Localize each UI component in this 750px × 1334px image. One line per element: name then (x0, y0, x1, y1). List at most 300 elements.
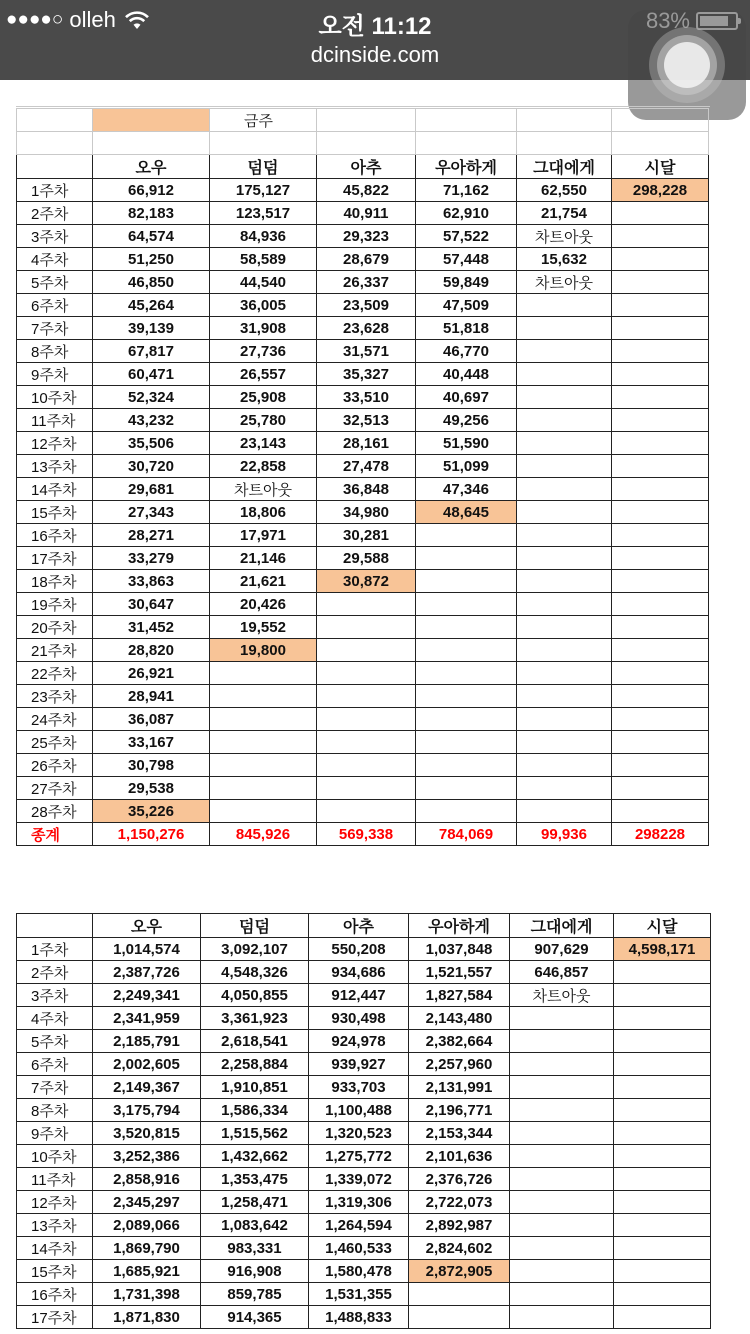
table-row (17, 409, 709, 432)
data-cell: 22,858 (210, 455, 317, 478)
table-row (17, 777, 709, 800)
data-cell: 916,908 (201, 1260, 309, 1283)
table-row (17, 547, 709, 570)
data-cell: 1,100,488 (309, 1099, 409, 1122)
data-cell: 1,827,584 (409, 984, 510, 1007)
table-row (17, 225, 709, 248)
assistive-touch-button[interactable] (628, 10, 746, 120)
data-cell (517, 478, 612, 501)
data-cell (510, 1283, 614, 1306)
data-cell: 924,978 (309, 1030, 409, 1053)
week-label: 23주차 (17, 685, 93, 708)
column-header: 우아하게 (416, 155, 517, 179)
data-cell (612, 409, 709, 432)
data-cell (517, 593, 612, 616)
table-row (17, 1214, 711, 1237)
data-cell (517, 754, 612, 777)
data-cell: 2,341,959 (93, 1007, 201, 1030)
data-cell: 27,478 (317, 455, 416, 478)
data-cell: 1,586,334 (201, 1099, 309, 1122)
table-row (17, 1260, 711, 1283)
data-cell: 33,510 (317, 386, 416, 409)
data-cell: 23,628 (317, 317, 416, 340)
week-label: 12주차 (17, 1191, 93, 1214)
data-cell: 33,279 (93, 547, 210, 570)
data-cell: 27,343 (93, 501, 210, 524)
header-row (17, 914, 711, 938)
data-cell (612, 547, 709, 570)
data-cell: 1,014,574 (93, 938, 201, 961)
table-row (17, 984, 711, 1007)
data-cell (510, 1168, 614, 1191)
data-cell (517, 294, 612, 317)
header-row (17, 155, 709, 179)
data-cell: 40,448 (416, 363, 517, 386)
data-cell (612, 340, 709, 363)
data-cell (612, 271, 709, 294)
data-cell (614, 1168, 711, 1191)
data-cell: 15,632 (517, 248, 612, 271)
week-label: 7주차 (17, 1076, 93, 1099)
data-cell: 3,520,815 (93, 1122, 201, 1145)
data-cell: 550,208 (309, 938, 409, 961)
data-cell: 298,228 (612, 179, 709, 202)
data-cell (210, 800, 317, 823)
data-cell (612, 639, 709, 662)
data-cell (416, 616, 517, 639)
data-cell (614, 1260, 711, 1283)
data-cell: 26,557 (210, 363, 317, 386)
chart-out-cell: 차트아웃 (210, 478, 317, 501)
data-cell (517, 547, 612, 570)
data-cell: 31,571 (317, 340, 416, 363)
table-row (17, 961, 711, 984)
data-cell: 1,320,523 (309, 1122, 409, 1145)
sheet-cell (317, 132, 416, 155)
sheet-cell (612, 132, 709, 155)
data-cell (614, 1283, 711, 1306)
data-cell (612, 800, 709, 823)
week-label: 5주차 (17, 271, 93, 294)
data-cell (510, 1030, 614, 1053)
data-cell: 2,376,726 (409, 1168, 510, 1191)
table-row (17, 1191, 711, 1214)
data-cell: 28,820 (93, 639, 210, 662)
week-label: 9주차 (17, 1122, 93, 1145)
data-cell (517, 708, 612, 731)
data-cell (317, 662, 416, 685)
data-cell: 2,249,341 (93, 984, 201, 1007)
data-cell: 18,806 (210, 501, 317, 524)
table-row (17, 593, 709, 616)
signal-strength-icon: ●●●●○ (6, 9, 64, 30)
week-label: 2주차 (17, 961, 93, 984)
data-cell (517, 409, 612, 432)
table-row (17, 1007, 711, 1030)
data-cell: 36,087 (93, 708, 210, 731)
week-label: 4주차 (17, 248, 93, 271)
data-cell (416, 570, 517, 593)
table-row (17, 294, 709, 317)
data-cell (612, 202, 709, 225)
table-row (17, 708, 709, 731)
table-row (17, 248, 709, 271)
data-cell (510, 1306, 614, 1329)
data-cell (510, 1237, 614, 1260)
data-cell (612, 294, 709, 317)
data-cell (416, 547, 517, 570)
data-cell (612, 478, 709, 501)
data-cell: 2,387,726 (93, 961, 201, 984)
data-cell: 28,679 (317, 248, 416, 271)
cumulative-sales-table (16, 913, 711, 1329)
data-cell (614, 1076, 711, 1099)
data-cell: 2,382,664 (409, 1030, 510, 1053)
week-label: 27주차 (17, 777, 93, 800)
table-row (17, 800, 709, 823)
data-cell: 28,941 (93, 685, 210, 708)
data-cell (612, 731, 709, 754)
week-label: 16주차 (17, 1283, 93, 1306)
data-cell (517, 731, 612, 754)
data-cell (612, 363, 709, 386)
data-cell: 48,645 (416, 501, 517, 524)
week-label: 13주차 (17, 455, 93, 478)
week-label: 4주차 (17, 1007, 93, 1030)
data-cell: 1,731,398 (93, 1283, 201, 1306)
table-row (17, 1122, 711, 1145)
table-row (17, 685, 709, 708)
data-cell: 29,681 (93, 478, 210, 501)
week-label: 8주차 (17, 340, 93, 363)
data-cell: 67,817 (93, 340, 210, 363)
data-cell: 4,598,171 (614, 938, 711, 961)
table-row (17, 202, 709, 225)
data-cell: 2,824,602 (409, 1237, 510, 1260)
data-cell: 983,331 (201, 1237, 309, 1260)
data-cell: 2,858,916 (93, 1168, 201, 1191)
data-cell (614, 1214, 711, 1237)
week-label: 15주차 (17, 501, 93, 524)
table-row (17, 754, 709, 777)
week-label: 1주차 (17, 938, 93, 961)
sheet-cell (612, 109, 709, 132)
data-cell: 40,911 (317, 202, 416, 225)
data-cell (210, 685, 317, 708)
data-cell: 1,258,471 (201, 1191, 309, 1214)
data-cell: 3,092,107 (201, 938, 309, 961)
column-header: 그대에게 (517, 155, 612, 179)
sheet-cell (517, 109, 612, 132)
data-cell: 82,183 (93, 202, 210, 225)
table-row (17, 1053, 711, 1076)
data-cell: 29,538 (93, 777, 210, 800)
sheet-cell (210, 132, 317, 155)
this-week-label: 금주 (210, 109, 317, 132)
week-label: 20주차 (17, 616, 93, 639)
week-label: 6주차 (17, 294, 93, 317)
data-cell: 28,161 (317, 432, 416, 455)
week-label: 8주차 (17, 1099, 93, 1122)
data-cell: 20,426 (210, 593, 317, 616)
total-cell: 569,338 (317, 823, 416, 846)
data-cell: 123,517 (210, 202, 317, 225)
data-cell: 45,822 (317, 179, 416, 202)
data-cell (210, 754, 317, 777)
data-cell: 2,089,066 (93, 1214, 201, 1237)
week-label: 10주차 (17, 1145, 93, 1168)
data-cell: 1,319,306 (309, 1191, 409, 1214)
data-cell (612, 708, 709, 731)
data-cell (612, 777, 709, 800)
column-header: 우아하게 (409, 914, 510, 938)
data-cell (517, 455, 612, 478)
data-cell: 1,275,772 (309, 1145, 409, 1168)
data-cell: 2,618,541 (201, 1030, 309, 1053)
data-cell (510, 1076, 614, 1099)
data-cell (612, 317, 709, 340)
sheet-cell (93, 132, 210, 155)
weekly-sales-table (16, 108, 709, 846)
data-cell: 914,365 (201, 1306, 309, 1329)
data-cell (517, 317, 612, 340)
data-cell: 25,780 (210, 409, 317, 432)
data-cell (517, 340, 612, 363)
data-cell: 62,910 (416, 202, 517, 225)
header-corner-cell (17, 155, 93, 179)
sheet-top-row (17, 109, 709, 132)
data-cell (317, 616, 416, 639)
week-label: 18주차 (17, 570, 93, 593)
data-cell: 1,580,478 (309, 1260, 409, 1283)
data-cell: 40,697 (416, 386, 517, 409)
data-cell (517, 777, 612, 800)
data-cell: 2,257,960 (409, 1053, 510, 1076)
data-cell: 1,521,557 (409, 961, 510, 984)
week-label: 17주차 (17, 1306, 93, 1329)
data-cell (317, 800, 416, 823)
data-cell: 30,720 (93, 455, 210, 478)
data-cell: 1,515,562 (201, 1122, 309, 1145)
header-corner-cell (17, 914, 93, 938)
data-cell (317, 754, 416, 777)
data-cell (614, 1306, 711, 1329)
chart-out-cell: 차트아웃 (510, 984, 614, 1007)
week-label: 3주차 (17, 984, 93, 1007)
data-cell (317, 708, 416, 731)
week-label: 6주차 (17, 1053, 93, 1076)
week-label: 11주차 (17, 409, 93, 432)
week-label: 7주차 (17, 317, 93, 340)
sheet-cell (17, 109, 93, 132)
data-cell: 30,872 (317, 570, 416, 593)
data-cell (317, 731, 416, 754)
table-row (17, 1099, 711, 1122)
data-cell (612, 593, 709, 616)
column-header: 덤덤 (201, 914, 309, 938)
data-cell (614, 984, 711, 1007)
sheet-cell (416, 132, 517, 155)
data-cell: 26,337 (317, 271, 416, 294)
table-row (17, 662, 709, 685)
data-cell: 21,621 (210, 570, 317, 593)
data-cell: 28,271 (93, 524, 210, 547)
data-cell: 2,185,791 (93, 1030, 201, 1053)
week-label: 11주차 (17, 1168, 93, 1191)
data-cell (416, 754, 517, 777)
data-cell: 1,037,848 (409, 938, 510, 961)
data-cell: 1,910,851 (201, 1076, 309, 1099)
data-cell (614, 1053, 711, 1076)
data-cell: 64,574 (93, 225, 210, 248)
week-label: 3주차 (17, 225, 93, 248)
data-cell: 1,353,475 (201, 1168, 309, 1191)
week-label: 24주차 (17, 708, 93, 731)
data-cell (612, 455, 709, 478)
data-cell: 907,629 (510, 938, 614, 961)
table-row (17, 1283, 711, 1306)
data-cell: 58,589 (210, 248, 317, 271)
data-cell (510, 1122, 614, 1145)
data-cell: 4,050,855 (201, 984, 309, 1007)
data-cell (614, 1145, 711, 1168)
status-time: 오전 11:12 (318, 13, 432, 40)
data-cell: 27,736 (210, 340, 317, 363)
data-cell (614, 1007, 711, 1030)
total-cell: 845,926 (210, 823, 317, 846)
table-row (17, 616, 709, 639)
data-cell: 33,167 (93, 731, 210, 754)
data-cell (612, 501, 709, 524)
week-label: 16주차 (17, 524, 93, 547)
data-cell: 30,647 (93, 593, 210, 616)
data-cell: 60,471 (93, 363, 210, 386)
carrier-name: olleh (69, 7, 116, 32)
table-row (17, 363, 709, 386)
table-row (17, 1076, 711, 1099)
data-cell (510, 1099, 614, 1122)
data-cell: 51,590 (416, 432, 517, 455)
data-cell: 43,232 (93, 409, 210, 432)
week-label: 19주차 (17, 593, 93, 616)
table-row (17, 570, 709, 593)
data-cell (614, 1122, 711, 1145)
data-cell (612, 524, 709, 547)
data-cell: 1,685,921 (93, 1260, 201, 1283)
data-cell: 933,703 (309, 1076, 409, 1099)
data-cell: 3,252,386 (93, 1145, 201, 1168)
data-cell: 35,506 (93, 432, 210, 455)
data-cell: 3,175,794 (93, 1099, 201, 1122)
week-label: 13주차 (17, 1214, 93, 1237)
week-label: 1주차 (17, 179, 93, 202)
data-cell (510, 1214, 614, 1237)
column-header: 오우 (93, 155, 210, 179)
data-cell (517, 616, 612, 639)
data-cell: 51,099 (416, 455, 517, 478)
table-row (17, 639, 709, 662)
data-cell: 3,361,923 (201, 1007, 309, 1030)
data-cell: 66,912 (93, 179, 210, 202)
table-row (17, 524, 709, 547)
data-cell: 47,509 (416, 294, 517, 317)
sheet-cell (17, 132, 93, 155)
data-cell: 1,339,072 (309, 1168, 409, 1191)
data-cell (416, 731, 517, 754)
table-row (17, 1237, 711, 1260)
data-cell: 23,509 (317, 294, 416, 317)
data-cell (612, 248, 709, 271)
data-cell: 51,250 (93, 248, 210, 271)
data-cell (416, 639, 517, 662)
data-cell: 2,143,480 (409, 1007, 510, 1030)
week-label: 17주차 (17, 547, 93, 570)
data-cell (510, 1007, 614, 1030)
week-label: 22주차 (17, 662, 93, 685)
table-row (17, 179, 709, 202)
total-cell: 298228 (612, 823, 709, 846)
data-cell (614, 1237, 711, 1260)
data-cell (517, 501, 612, 524)
data-cell: 2,131,991 (409, 1076, 510, 1099)
data-cell (510, 1053, 614, 1076)
data-cell (317, 593, 416, 616)
data-cell: 26,921 (93, 662, 210, 685)
data-cell (210, 731, 317, 754)
week-label: 25주차 (17, 731, 93, 754)
data-cell (517, 800, 612, 823)
data-cell: 934,686 (309, 961, 409, 984)
data-cell: 21,754 (517, 202, 612, 225)
week-label: 2주차 (17, 202, 93, 225)
column-header: 오우 (93, 914, 201, 938)
data-cell: 1,460,533 (309, 1237, 409, 1260)
data-cell: 2,153,344 (409, 1122, 510, 1145)
week-label: 21주차 (17, 639, 93, 662)
data-cell (614, 1191, 711, 1214)
week-label: 28주차 (17, 800, 93, 823)
data-cell (612, 570, 709, 593)
data-cell: 30,798 (93, 754, 210, 777)
week-label: 14주차 (17, 478, 93, 501)
data-cell: 17,971 (210, 524, 317, 547)
data-cell: 36,848 (317, 478, 416, 501)
data-cell: 2,149,367 (93, 1076, 201, 1099)
data-cell: 2,258,884 (201, 1053, 309, 1076)
data-cell (510, 1145, 614, 1168)
table-row (17, 501, 709, 524)
sheet-cell (416, 109, 517, 132)
data-cell: 32,513 (317, 409, 416, 432)
table-row (17, 432, 709, 455)
table-row (17, 317, 709, 340)
data-cell: 31,908 (210, 317, 317, 340)
data-cell (317, 639, 416, 662)
sheet-cell (317, 109, 416, 132)
url-address-bar[interactable]: dcinside.com (310, 42, 440, 67)
data-cell (416, 777, 517, 800)
data-cell (612, 754, 709, 777)
data-cell (210, 777, 317, 800)
data-cell: 35,327 (317, 363, 416, 386)
sheet-blank-row (17, 132, 709, 155)
data-cell (510, 1191, 614, 1214)
data-cell (517, 685, 612, 708)
data-cell (612, 685, 709, 708)
data-cell: 175,127 (210, 179, 317, 202)
table-row (17, 386, 709, 409)
data-cell: 912,447 (309, 984, 409, 1007)
